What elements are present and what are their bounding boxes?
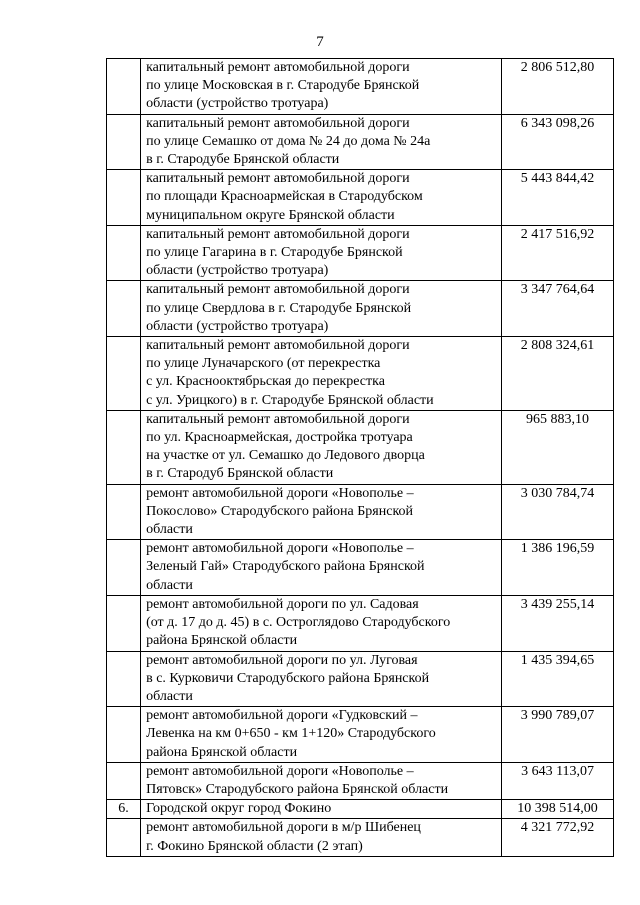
amount-cell: [502, 225, 614, 281]
table-row: [107, 114, 614, 170]
table-row: [107, 337, 614, 411]
amount-value: 6 343 098,26: [520, 115, 595, 131]
row-number-cell: [107, 800, 141, 819]
row-number-cell: [107, 410, 141, 484]
amount-value: 2 808 324,61: [520, 338, 595, 354]
row-number-cell: [107, 819, 141, 856]
description-line: на участке от ул. Семашко до Ледового дворца: [146, 448, 425, 464]
table-row: [107, 707, 614, 763]
description-line: района Брянской области: [146, 744, 298, 760]
row-number-cell: [107, 281, 141, 337]
description-line: Пятовск» Стародубского района Брянской области: [146, 781, 449, 797]
table-row: [107, 762, 614, 799]
description-line: капитальный ремонт автомобильной дороги: [146, 171, 410, 187]
amount-value: 3 347 764,64: [520, 282, 595, 298]
row-number: 6.: [118, 801, 129, 817]
description-line: по площади Красноармейская в Стародубском: [146, 189, 423, 205]
amount-value: 3 990 789,07: [520, 708, 595, 724]
amount-cell: [502, 281, 614, 337]
description-line: области: [146, 522, 193, 538]
description-line: с ул. Краснооктябрьская до перекрестка: [146, 374, 385, 390]
description-cell: [141, 337, 502, 411]
description-line: ремонт автомобильной дороги по ул. Садовая: [146, 596, 419, 612]
description-line: по улице Луначарского (от перекрестка: [146, 356, 381, 372]
description-line: г. Фокино Брянской области (2 этап): [146, 838, 363, 854]
description-line: муниципальном округе Брянской области: [146, 207, 395, 223]
amount-cell: [502, 595, 614, 651]
description-line: по улице Московская в г. Стародубе Брянской: [146, 78, 420, 94]
row-number-cell: [107, 170, 141, 226]
amount-cell: [502, 410, 614, 484]
description-line: по улице Семашко от дома № 24 до дома № 24а: [146, 133, 431, 149]
row-number-cell: [107, 595, 141, 651]
description-cell: [141, 484, 502, 540]
description-cell: [141, 114, 502, 170]
description-line: капитальный ремонт автомобильной дороги: [146, 411, 410, 427]
row-number-cell: [107, 59, 141, 115]
amount-value: 1 435 394,65: [520, 652, 595, 668]
table-row: [107, 651, 614, 707]
description-line: ремонт автомобильной дороги «Новополье –: [146, 485, 414, 501]
description-line: капитальный ремонт автомобильной дороги: [146, 338, 410, 354]
table-row: [107, 281, 614, 337]
row-number-cell: [107, 337, 141, 411]
description-line: ремонт автомобильной дороги «Новополье –: [146, 541, 414, 557]
description-line: области: [146, 577, 193, 593]
description-line: Городской округ город Фокино: [146, 801, 332, 817]
table-row: [107, 819, 614, 856]
table-row: [107, 484, 614, 540]
description-cell: [141, 762, 502, 799]
amount-value: 965 883,10: [526, 411, 590, 427]
amount-value: 5 443 844,42: [520, 171, 595, 187]
amount-cell: [502, 800, 614, 819]
description-cell: [141, 281, 502, 337]
description-line: капитальный ремонт автомобильной дороги: [146, 226, 410, 242]
description-cell: [141, 707, 502, 763]
table-row: [107, 59, 614, 115]
description-line: области: [146, 688, 193, 704]
amount-cell: [502, 540, 614, 596]
row-number-cell: [107, 484, 141, 540]
amount-value: 3 030 784,74: [520, 485, 595, 501]
description-line: капитальный ремонт автомобильной дороги: [146, 115, 410, 131]
description-line: района Брянской области: [146, 633, 298, 649]
description-line: Зеленый Гай» Стародубского района Брянской: [146, 559, 425, 575]
description-line: области (устройство тротуара): [146, 318, 329, 334]
description-line: ремонт автомобильной дороги «Гудковский –: [146, 708, 418, 724]
budget-table-body: [107, 59, 614, 857]
description-line: области (устройство тротуара): [146, 263, 329, 279]
description-line: (от д. 17 до д. 45) в с. Остроглядово Стародубского: [146, 615, 451, 631]
page-number: 7: [316, 34, 324, 50]
amount-value: 4 321 772,92: [520, 820, 595, 836]
description-cell: [141, 540, 502, 596]
row-number-cell: [107, 651, 141, 707]
amount-value: 1 386 196,59: [520, 541, 595, 557]
description-line: ремонт автомобильной дороги по ул. Луговая: [146, 652, 418, 668]
description-cell: [141, 170, 502, 226]
description-line: в г. Стародуб Брянской области: [146, 466, 334, 482]
amount-cell: [502, 651, 614, 707]
row-number-cell: [107, 225, 141, 281]
description-line: области (устройство тротуара): [146, 96, 329, 112]
description-line: ремонт автомобильной дороги «Новополье –: [146, 763, 414, 779]
amount-cell: [502, 337, 614, 411]
amount-cell: [502, 707, 614, 763]
amount-value: 10 398 514,00: [517, 801, 598, 817]
amount-cell: [502, 114, 614, 170]
description-cell: [141, 819, 502, 856]
description-line: Левенка на км 0+650 - км 1+120» Стародубского: [146, 726, 436, 742]
table-row: [107, 595, 614, 651]
table-row: [107, 800, 614, 819]
table-row: [107, 540, 614, 596]
description-line: капитальный ремонт автомобильной дороги: [146, 60, 410, 75]
table-row: [107, 410, 614, 484]
description-line: в г. Стародубе Брянской области: [146, 152, 340, 168]
amount-value: 2 806 512,80: [520, 60, 595, 75]
description-cell: [141, 800, 502, 819]
description-line: по ул. Красноармейская, достройка тротуара: [146, 430, 413, 446]
description-line: по улице Свердлова в г. Стародубе Брянской: [146, 300, 412, 316]
amount-value: 3 439 255,14: [520, 596, 595, 612]
description-line: ремонт автомобильной дороги в м/р Шибенец: [146, 820, 421, 836]
table-row: [107, 170, 614, 226]
amount-value: 2 417 516,92: [520, 226, 595, 242]
amount-cell: [502, 819, 614, 856]
description-line: в с. Курковичи Стародубского района Брянской: [146, 670, 430, 686]
table-row: [107, 225, 614, 281]
amount-cell: [502, 59, 614, 115]
amount-cell: [502, 170, 614, 226]
description-cell: [141, 225, 502, 281]
description-line: по улице Гагарина в г. Стародубе Брянской: [146, 245, 403, 261]
description-line: Покослово» Стародубского района Брянской: [146, 503, 414, 519]
row-number-cell: [107, 707, 141, 763]
amount-cell: [502, 762, 614, 799]
row-number-cell: [107, 114, 141, 170]
description-cell: [141, 59, 502, 115]
description-cell: [141, 595, 502, 651]
description-line: капитальный ремонт автомобильной дороги: [146, 282, 410, 298]
amount-value: 3 643 113,07: [521, 763, 595, 779]
budget-table: [106, 58, 614, 857]
row-number-cell: [107, 540, 141, 596]
description-cell: [141, 410, 502, 484]
description-cell: [141, 651, 502, 707]
amount-cell: [502, 484, 614, 540]
description-line: с ул. Урицкого) в г. Стародубе Брянской области: [146, 392, 434, 408]
row-number-cell: [107, 762, 141, 799]
